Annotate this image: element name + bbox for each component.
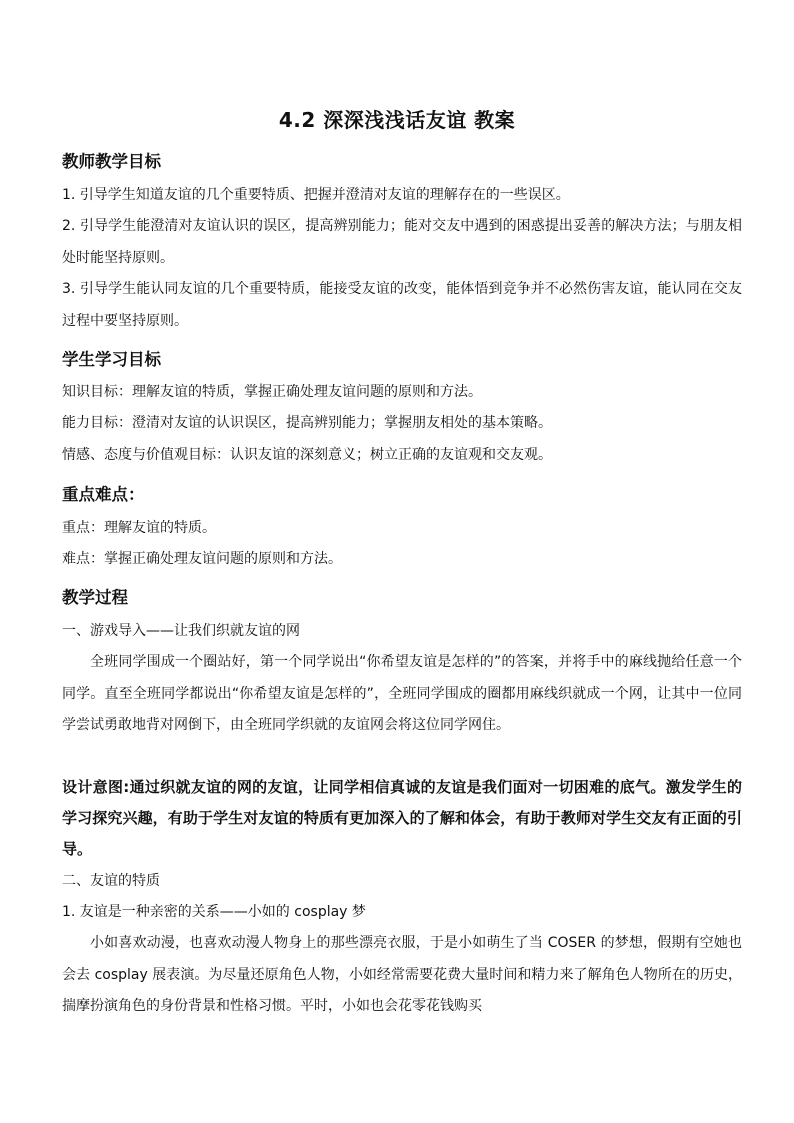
- teacher-goal-3: 3. 引导学生能认同友谊的几个重要特质，能接受友谊的改变，能体悟到竞争并不必然伤害友谊，能认同在交友过程中要坚持原则。: [62, 281, 742, 329]
- teacher-goal-1: 1. 引导学生知道友谊的几个重要特质、把握并澄清对友谊的理解存在的一些误区。: [62, 187, 570, 203]
- part1-body: 全班同学围成一个圈站好，第一个同学说出“你希望友谊是怎样的”的答案，并将手中的麻线抛给任意一个同学。直至全班同学都说出“你希望友谊是怎样的”，全班同学围成的圈都用麻线织就成一个网，让其中一位同学尝试勇敢地背对网倒下，由全班同学织就的友谊网会将这位同学网住。: [62, 654, 742, 733]
- student-goals-heading: 学生学习目标: [62, 350, 161, 369]
- part1-title: 一、游戏导入——让我们织就友谊的网: [62, 623, 300, 639]
- part2-body: 小如喜欢动漫，也喜欢动漫人物身上的那些漂亮衣服，于是小如萌生了当 COSER 的梦想，假期有空她也会去 cosplay 展表演。为尽量还原角色人物，小如经常需要花费大量时间和精力来了解角色人物所在的历史，揣摩扮演角色的身份背景和性格习惯。平时，小如也会花零花钱购买: [62, 935, 742, 1014]
- process-heading: 教学过程: [62, 588, 128, 607]
- student-goal-knowledge: 知识目标：理解友谊的特质，掌握正确处理友谊问题的原则和方法。: [62, 384, 482, 400]
- part2-title: 二、友谊的特质: [62, 873, 160, 889]
- teacher-goals-heading: 教师教学目标: [62, 152, 161, 171]
- teacher-goal-2: 2. 引导学生能澄清对友谊认识的误区，提高辨别能力；能对交友中遇到的困惑提出妥善的解决方法；与朋友相处时能坚持原则。: [62, 218, 742, 266]
- student-goal-emotion: 情感、态度与价值观目标：认识友谊的深刻意义；树立正确的友谊观和交友观。: [62, 447, 552, 463]
- part2-sub1: 1. 友谊是一种亲密的关系——小如的 cosplay 梦: [62, 904, 366, 920]
- key-point: 重点：理解友谊的特质。: [62, 520, 216, 536]
- design-intent: 设计意图:通过织就友谊的网的友谊，让同学相信真诚的友谊是我们面对一切困难的底气。激发学生的学习探究兴趣，有助于学生对友谊的特质有更加深入的了解和体会，有助于教师对学生交友有正面的引导。: [62, 778, 742, 858]
- student-goal-ability: 能力目标：澄清对友谊的认识误区，提高辨别能力；掌握朋友相处的基本策略。: [62, 415, 552, 431]
- key-points-heading: 重点难点：: [62, 485, 145, 504]
- difficult-point: 难点：掌握正确处理友谊问题的原则和方法。: [62, 551, 342, 567]
- page-title: 4.2 深深浅浅话友谊 教案: [278, 108, 516, 132]
